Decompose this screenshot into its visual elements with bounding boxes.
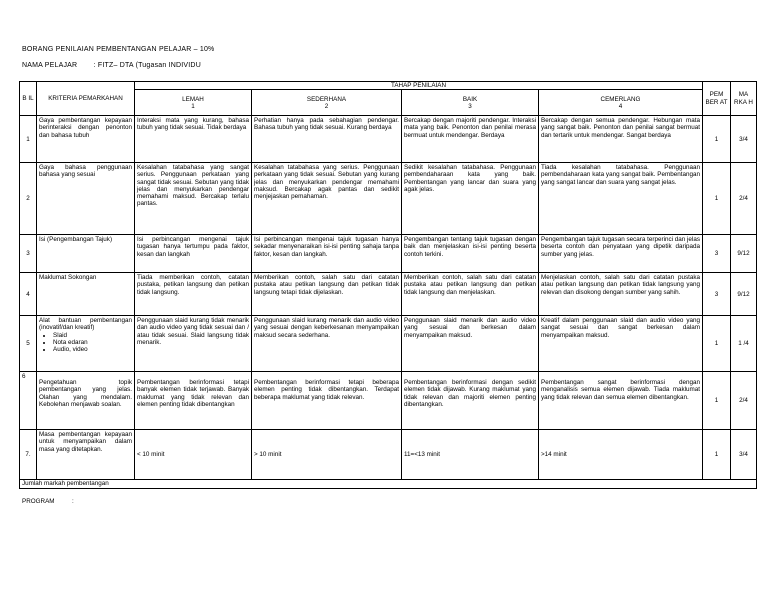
row-sederhana: Perhatian hanya pada sebahagian pendengar. Bahasa tubuh yang tidak sesuai. Kurang berdaya [252, 116, 402, 163]
row-bil: 3 [20, 235, 37, 273]
student-name-row [22, 62, 201, 69]
row-baik: Bercakap dengan majoriti pendengar. Interaksi mata yang baik. Penonton dan penilai merasa bermuat untuk mendengar. Berdaya [402, 116, 539, 163]
row-cemerlang: Menjelaskan contoh, salah satu dari catatan pustaka atau petikan langsung dan petikan tidak langsung yang relevan dan disokong dengan sumber yang sahih. [539, 273, 703, 316]
row-bil: 5 [20, 316, 37, 372]
row-cemerlang: Pembentangan sangat berinformasi dengan menganalisis semua elemen dijawab. Tiada maklumat yang tidak relevan dan semua elemen dibentangkan. [539, 372, 703, 430]
row-cemerlang: Pengembangan tajuk tugasan secara terperinci dan jelas beserta contoh dan penyataan yang dipetik daripada sumber yang jelas. [539, 235, 703, 273]
table-row [20, 372, 757, 430]
row-pemberat: 1 [703, 116, 731, 163]
program-row [22, 498, 74, 505]
row-sederhana: Penggunaan slaid kurang menarik dan audio video yang sesuai dengan keberkesanan menyampaikan maksud secara sederhana. [252, 316, 402, 372]
row-baik: Pengembangan tentang tajuk tugasan dengan baik dan menjelaskan isi-isi penting beserta contoh terkini. [402, 235, 539, 273]
row-kriteria: Gaya pembentangan kepayaan berinteraksi dengan penonton dan bahasa tubuh [37, 116, 135, 163]
total-label: Jumlah markah pembentangan [20, 480, 757, 489]
header-kriteria: KRITERIA PEMARKAHAN [37, 82, 135, 116]
row-kriteria: Masa pembentangan kepayaan untuk menyampaikan dalam masa yang ditetapkan. [37, 430, 135, 480]
row-bil: 4 [20, 273, 37, 316]
table-row [20, 116, 757, 163]
form-title: BORANG PENILAIAN PEMBENTANGAN PELAJAR – 10% [22, 46, 215, 53]
program-label: PROGRAM [22, 498, 55, 505]
student-name-value: : FITZ– DTA (Tugasan INDIVIDU [93, 62, 201, 69]
row-pemberat: 1 [703, 372, 731, 430]
row-baik: Pembentangan berinformasi dengan sedikit elemen tidak dijawab. Kurang maklumat yang tidak relevan dan majoriti elemen penting dibentangkan. [402, 372, 539, 430]
table-row [20, 430, 757, 480]
table-row [20, 273, 757, 316]
row-bil: 1 [20, 116, 37, 163]
row-lemah: Interaksi mata yang kurang, bahasa tubuh yang tidak sesuai. Tidak berdaya [135, 116, 252, 163]
header-level-baik: BAIK 3 [402, 90, 539, 116]
header-level-cemerlang: CEMERLANG 4 [539, 90, 703, 116]
header-markah: MA RKA H [731, 82, 757, 116]
row-sederhana: Pembentangan berinformasi tetapi beberapa elemen penting tidak dibentangkan. Terdapat beberapa maklumat yang tidak relevan. [252, 372, 402, 430]
kriteria-item: • Slaid [53, 332, 132, 339]
row-sederhana: > 10 minit [252, 430, 402, 480]
row-baik: Sedikit kesalahan tatabahasa. Penggunaan pembendaharaan kata yang baik. Pembentangan yang lancar dan suara yang agak jelas. [402, 163, 539, 235]
kriteria-item: • Audio, video [53, 346, 132, 353]
row-markah: 2/4 [731, 372, 757, 430]
row-cemerlang: Tiada kesalahan tatabahasa. Penggunaan pembendaharaan kata yang sangat baik. Pembentangan yang sangat lancar dan suara yang sangat jelas. [539, 163, 703, 235]
row-kriteria: Isi (Pengembangan Tajuk) [37, 235, 135, 273]
row-cemerlang: >14 minit [539, 430, 703, 480]
row-lemah: < 10 minit [135, 430, 252, 480]
table-row [20, 163, 757, 235]
row-pemberat: 3 [703, 235, 731, 273]
row-lemah: Tiada memberikan contoh, catatan pustaka, petikan langsung dan petikan tidak langsung. [135, 273, 252, 316]
row-bil: 2 [20, 163, 37, 235]
row-markah: 9/12 [731, 273, 757, 316]
kriteria-item: • Nota edaran [53, 339, 132, 346]
row-pemberat: 1 [703, 430, 731, 480]
row-kriteria: Pengetahuan topik pembentangan yang jelas. Olahan yang mendalam. Kebolehan menjawab soalan. [37, 372, 135, 430]
header-tahap: TAHAP PENILAIAN [135, 82, 703, 90]
row-kriteria: Maklumat Sokongan [37, 273, 135, 316]
row-baik: Penggunaan slaid menarik dan audio video yang sesuai dan berkesan dalam menyampaikan maksud. [402, 316, 539, 372]
row-markah: 3/4 [731, 116, 757, 163]
table-row [20, 316, 757, 372]
row-lemah: Kesalahan tatabahasa yang sangat serius. Penggunaan perkataan yang sangat tidak sesuai. Sebutan yang tidak jelas dan menyukarkan pendengar memahami maksud. Bercakap terlalu pantas. [135, 163, 252, 235]
rubric-table [19, 81, 757, 489]
row-kriteria: Gaya bahasa penggunaan bahasa yang sesuai [37, 163, 135, 235]
header-pemberat: PEM BER AT [703, 82, 731, 116]
row-markah: 9/12 [731, 235, 757, 273]
row-markah: 3/4 [731, 430, 757, 480]
row-sederhana: Kesalahan tatabahasa yang serius. Penggunaan perkataan yang tidak sesuai. Sebutan yang kurang jelas dan menyukarkan pendengar memahami maksud. Bercakap agak pantas dan sedikit menjejaskan pemahaman. [252, 163, 402, 235]
row-baik: 11=<13 minit [402, 430, 539, 480]
header-bil: B IL [20, 82, 37, 116]
header-level-lemah: LEMAH 1 [135, 90, 252, 116]
row-markah: 2/4 [731, 163, 757, 235]
row-pemberat: 1 [703, 316, 731, 372]
row-pemberat: 3 [703, 273, 731, 316]
row-lemah: Pembentangan berinformasi tetapi banyak elemen tidak terjawab. Banyak maklumat yang tidak relevan dan elemen penting tidak dibentangkan [135, 372, 252, 430]
row-lemah: Penggunaan slaid kurang tidak menarik dan audio video yang tidak sesuai dan / atau tidak sesuai. Slaid langsung tidak menarik. [135, 316, 252, 372]
row-lemah: Isi perbincangan mengenai tajuk tugasan hanya tertumpu pada faktor, kesan dan langkah [135, 235, 252, 273]
row-baik: Memberikan contoh, salah satu dari catatan pustaka atau petikan langsung dan petikan tidak langsung dan menjelaskan. [402, 273, 539, 316]
table-row [20, 235, 757, 273]
row-kriteria: Alat bantuan pembentangan (inovatif/dan kreatif) • Slaid • Nota edaran • Audio, video [37, 316, 135, 372]
row-pemberat: 1 [703, 163, 731, 235]
row-cemerlang: Kreatif dalam penggunaan slaid dan audio video yang sangat sesuai dan sangat berkesan dalam menyampaikan maksud. [539, 316, 703, 372]
table-total-row [20, 480, 757, 489]
student-name-label: NAMA PELAJAR [22, 62, 78, 69]
row-sederhana: Memberikan contoh, salah satu dari catatan pustaka atau petikan langsung dan petikan tidak langsung tetapi tidak dijelaskan. [252, 273, 402, 316]
row-markah: 1 /4 [731, 316, 757, 372]
row-bil: 6 [20, 372, 37, 430]
header-level-sederhana: SEDERHANA 2 [252, 90, 402, 116]
program-value: : [72, 498, 74, 505]
row-cemerlang: Bercakap dengan semua pendengar. Hebungan mata yang sangat baik. Penonton dan penilai sangat bermuat dan tertarik untuk mendengar. Sangat berdaya [539, 116, 703, 163]
row-bil: 7. [20, 430, 37, 480]
row-sederhana: Isi perbincangan mengenai tajuk tugasan hanya sekadar menyenaraikan isi-isi penting sahaja tanpa faktor, kesan dan langkah. [252, 235, 402, 273]
